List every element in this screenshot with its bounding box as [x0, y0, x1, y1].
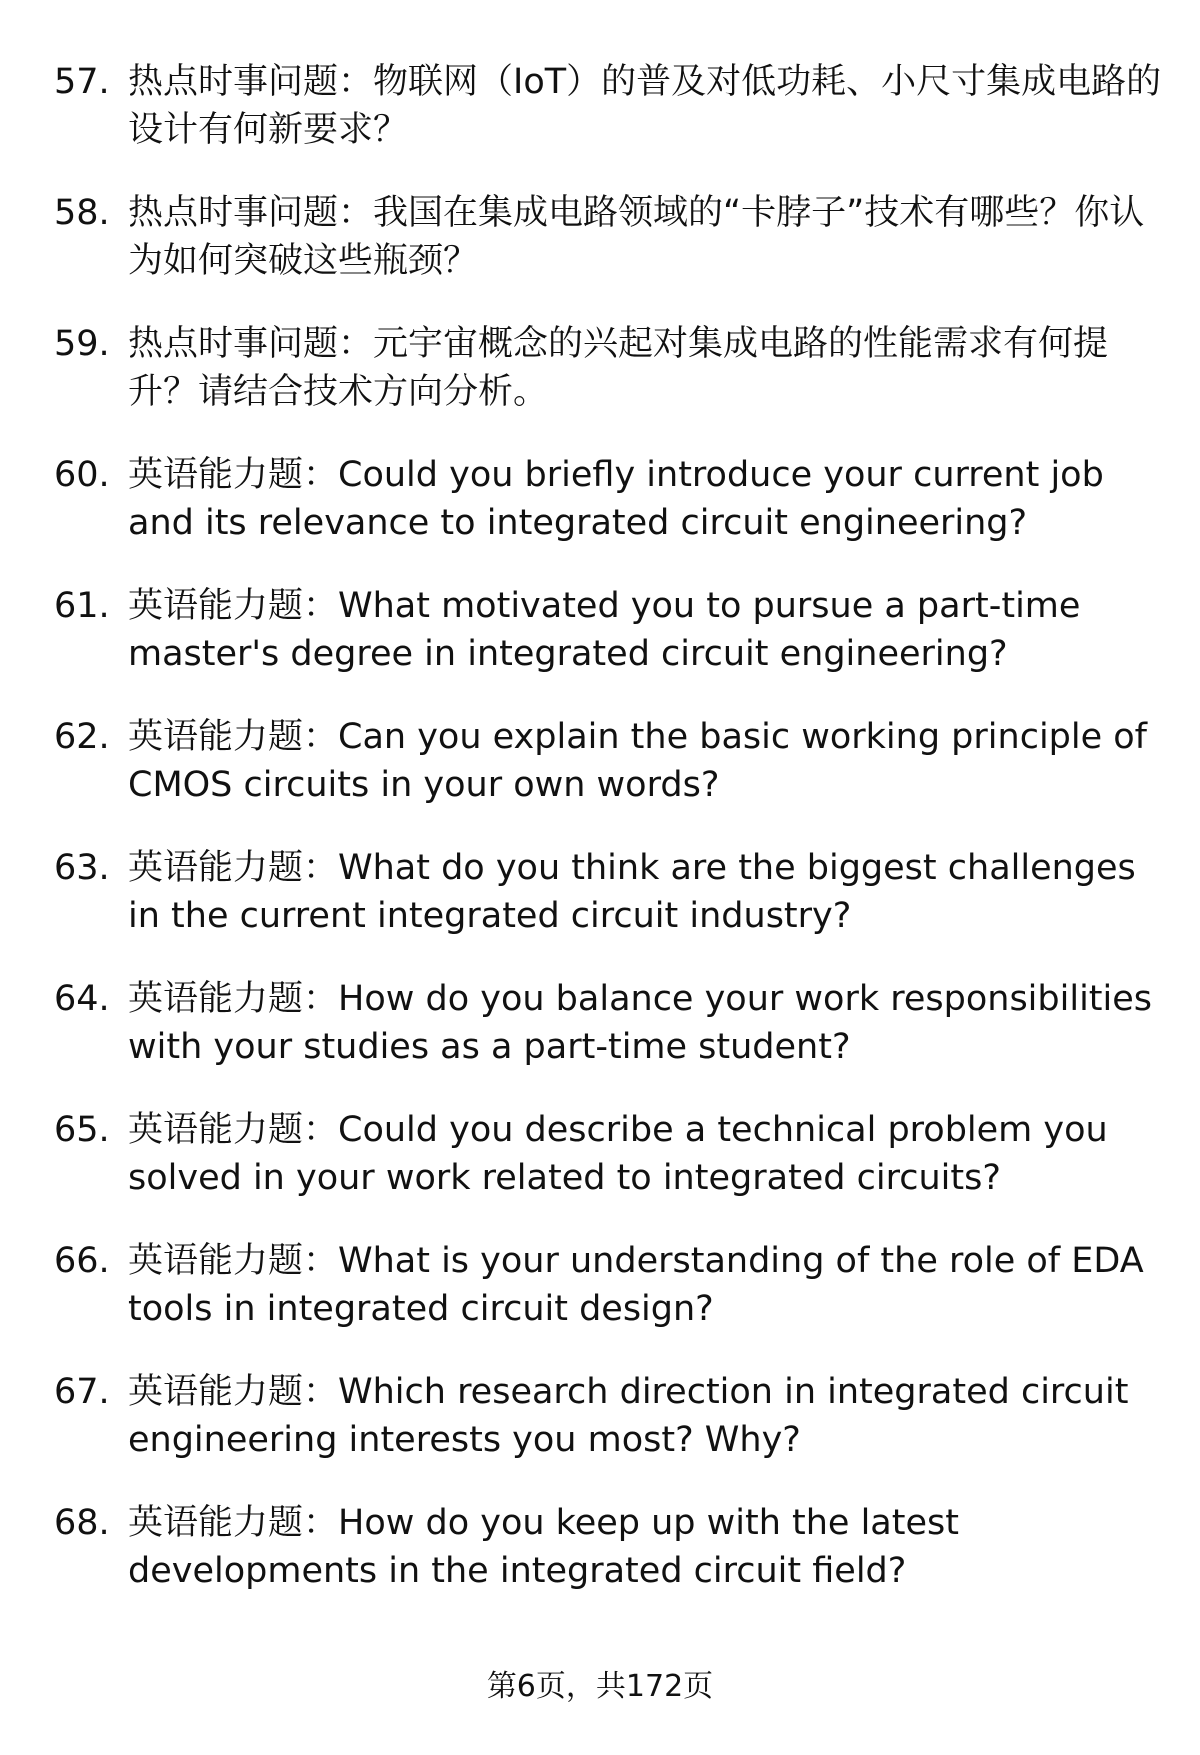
question-number: 57. — [54, 62, 110, 102]
page-footer: 第6页，共172页 — [486, 1669, 714, 1704]
question-item — [54, 451, 1164, 547]
question-text: 英语能力题：How do you balance your work responsibilities with your studies as a part-time student? — [128, 979, 1153, 1067]
question-number: 65. — [54, 1110, 110, 1150]
question-number: 64. — [54, 979, 110, 1019]
question-text: 英语能力题：Could you describe a technical problem you solved in your work related to integrated circuits? — [128, 1110, 1108, 1198]
question-list — [54, 58, 1164, 1630]
question-number: 60. — [54, 455, 110, 495]
question-item — [54, 1368, 1164, 1464]
question-text: 英语能力题：What do you think are the biggest challenges in the current integrated circuit industry? — [128, 848, 1136, 936]
question-item — [54, 1499, 1164, 1595]
question-number: 68. — [54, 1503, 110, 1543]
question-text: 英语能力题：What is your understanding of the role of EDA tools in integrated circuit design? — [128, 1241, 1144, 1329]
question-item — [54, 844, 1164, 940]
question-text: 英语能力题：What motivated you to pursue a part-time master's degree in integrated circuit engineering? — [128, 586, 1081, 674]
question-text: 英语能力题：Can you explain the basic working principle of CMOS circuits in your own words? — [128, 717, 1147, 805]
question-item — [54, 975, 1164, 1071]
question-number: 61. — [54, 586, 110, 626]
question-number: 66. — [54, 1241, 110, 1281]
question-number: 67. — [54, 1372, 110, 1412]
question-item — [54, 58, 1164, 154]
question-number: 58. — [54, 193, 110, 233]
question-text: 英语能力题：Could you briefly introduce your current job and its relevance to integrated circuit engineering? — [128, 455, 1104, 543]
question-text: 热点时事问题：我国在集成电路领域的“卡脖子”技术有哪些？你认为如何突破这些瓶颈？ — [128, 193, 1145, 281]
question-item — [54, 320, 1164, 416]
question-item — [54, 189, 1164, 285]
question-text: 热点时事问题：物联网（IoT）的普及对低功耗、小尺寸集成电路的设计有何新要求？ — [128, 62, 1162, 150]
question-item — [54, 713, 1164, 809]
question-item — [54, 1237, 1164, 1333]
question-text: 英语能力题：How do you keep up with the latest developments in the integrated circuit field? — [128, 1503, 959, 1591]
question-number: 59. — [54, 324, 110, 364]
question-number: 62. — [54, 717, 110, 757]
question-item — [54, 1106, 1164, 1202]
question-number: 63. — [54, 848, 110, 888]
question-text: 热点时事问题：元宇宙概念的兴起对集成电路的性能需求有何提升？请结合技术方向分析。 — [128, 324, 1109, 412]
question-text: 英语能力题：Which research direction in integrated circuit engineering interests you most? Why? — [128, 1372, 1129, 1460]
question-item — [54, 582, 1164, 678]
